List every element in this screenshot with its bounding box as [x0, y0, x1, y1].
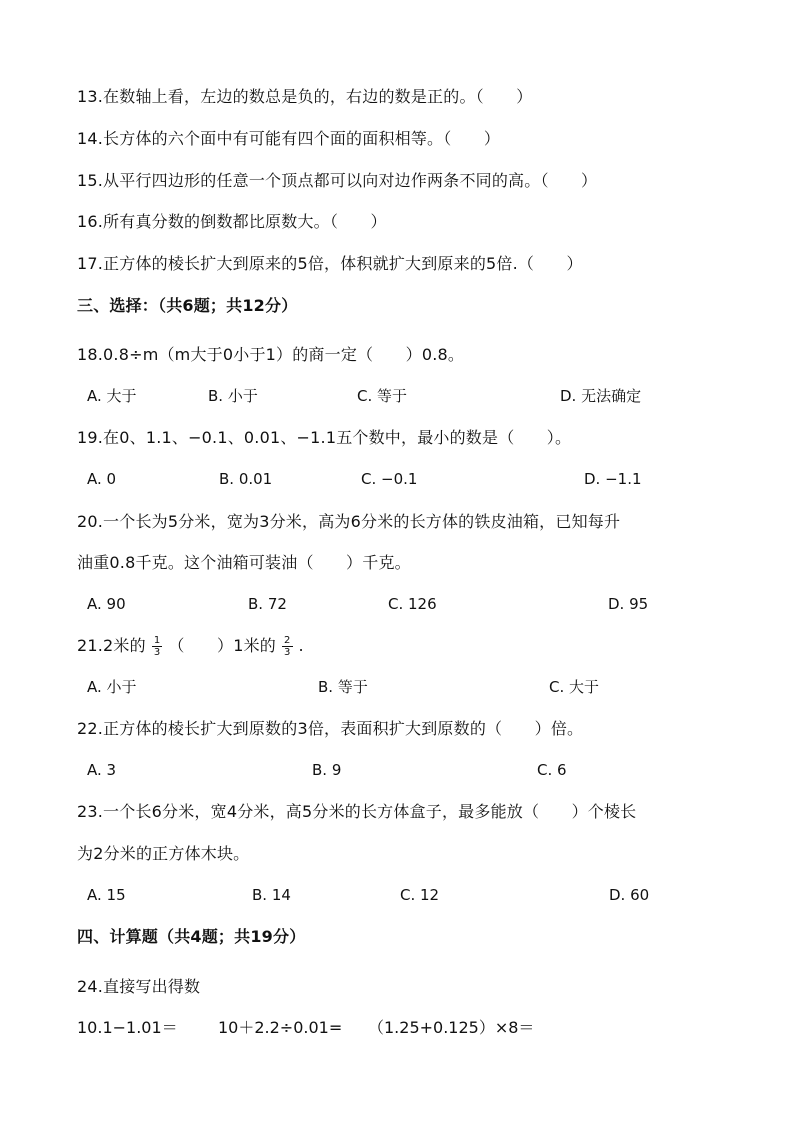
q21-suffix: . [298, 636, 304, 655]
fraction-denominator: 3 [283, 647, 291, 658]
q20-option-b: B. 72 [248, 595, 287, 613]
q24-expression-1: 10.1−1.01＝ [77, 1018, 178, 1037]
question-21 [77, 632, 304, 660]
q18-option-a: A. 大于 [87, 387, 137, 405]
q24-expression-2: 10＋2.2÷0.01= [218, 1018, 343, 1037]
q19-option-c: C. −0.1 [361, 470, 418, 488]
q21-option-a: A. 小于 [87, 678, 137, 696]
q18-option-d: D. 无法确定 [560, 387, 642, 405]
question-20-line2: 油重0.8千克。这个油箱可装油（ ）千克。 [77, 553, 411, 572]
question-23-line1: 23.一个长6分米，宽4分米，高5分米的长方体盒子，最多能放（ ）个棱长 [77, 802, 637, 821]
q21-option-b: B. 等于 [318, 678, 368, 696]
q23-option-a: A. 15 [87, 886, 126, 904]
question-15: 15.从平行四边形的任意一个顶点都可以向对边作两条不同的高。（ ） [77, 171, 598, 190]
q23-option-c: C. 12 [400, 886, 440, 904]
q18-option-c: C. 等于 [357, 387, 408, 405]
section-title-calculation: 四、计算题（共4题；共19分） [77, 927, 306, 946]
q20-option-a: A. 90 [87, 595, 126, 613]
q22-option-c: C. 6 [537, 761, 567, 779]
fraction-two-thirds [282, 635, 293, 658]
question-20-line1: 20.一个长为5分米，宽为3分米，高为6分米的长方体的铁皮油箱，已知每升 [77, 512, 621, 531]
question-16: 16.所有真分数的倒数都比原数大。（ ） [77, 212, 387, 231]
q19-option-a: A. 0 [87, 470, 117, 488]
fraction-one-third [152, 635, 163, 658]
question-19: 19.在0、1.1、−0.1、0.01、−1.1五个数中，最小的数是（ ）。 [77, 428, 572, 447]
q19-option-b: B. 0.01 [219, 470, 273, 488]
q23-option-d: D. 60 [609, 886, 650, 904]
fraction-numerator: 2 [283, 635, 291, 646]
question-18: 18.0.8÷m（m大于0小于1）的商一定（ ）0.8。 [77, 345, 465, 364]
q20-option-d: D. 95 [608, 595, 649, 613]
fraction-denominator: 3 [153, 647, 161, 658]
q23-option-b: B. 14 [252, 886, 291, 904]
q21-prefix: 21.2米的 [77, 636, 146, 655]
question-24: 24.直接写出得数 [77, 977, 201, 996]
q22-option-a: A. 3 [87, 761, 117, 779]
fraction-numerator: 1 [153, 635, 161, 646]
question-14: 14.长方体的六个面中有可能有四个面的面积相等。（ ） [77, 129, 501, 148]
question-22: 22.正方体的棱长扩大到原数的3倍，表面积扩大到原数的（ ）倍。 [77, 719, 584, 738]
q22-option-b: B. 9 [312, 761, 342, 779]
question-23-line2: 为2分米的正方体木块。 [77, 844, 250, 863]
q21-middle: （ ）1米的 [168, 636, 276, 655]
section-title-choice: 三、选择：（共6题；共12分） [77, 296, 298, 315]
question-13: 13.在数轴上看，左边的数总是负的，右边的数是正的。（ ） [77, 87, 533, 106]
q24-expression-3: （1.25+0.125）×8＝ [368, 1018, 535, 1037]
q20-option-c: C. 126 [388, 595, 437, 613]
q18-option-b: B. 小于 [208, 387, 258, 405]
q21-option-c: C. 大于 [549, 678, 600, 696]
question-17: 17.正方体的棱长扩大到原来的5倍，体积就扩大到原来的5倍.（ ） [77, 254, 583, 273]
q19-option-d: D. −1.1 [584, 470, 642, 488]
